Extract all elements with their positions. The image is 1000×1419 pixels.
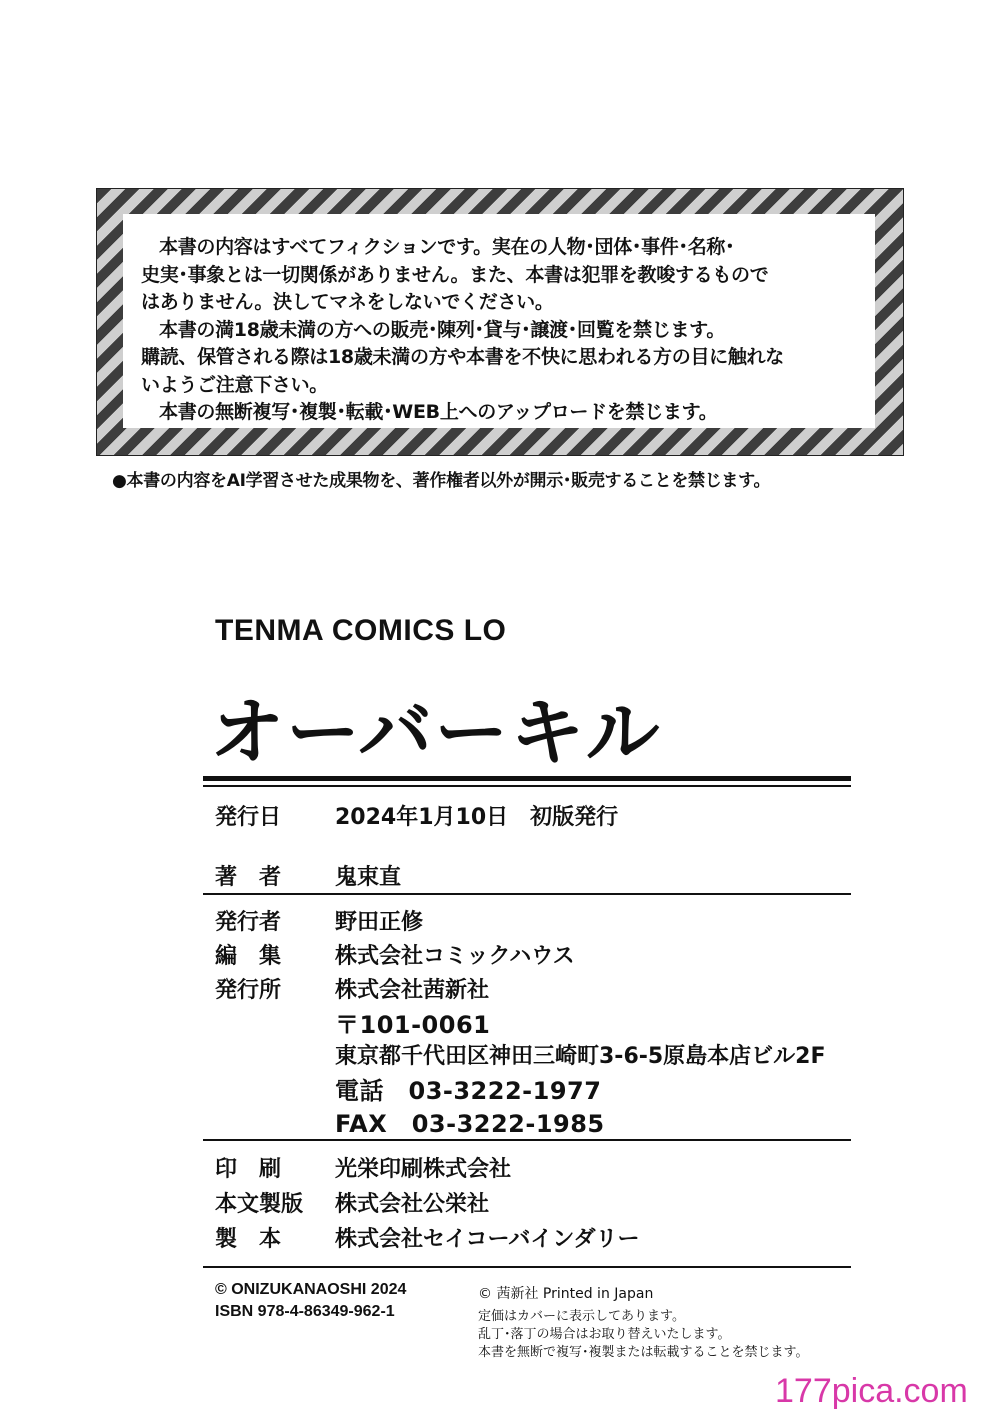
typeset-value: 株式会社公栄社 — [335, 1192, 490, 1217]
editor-value: 株式会社コミックハウス — [335, 944, 575, 969]
warning-line: 史実･事象とは一切関係がありません。また、本書は犯罪を教唆するもので — [141, 263, 769, 286]
publish-date-label: 発行日 — [215, 805, 282, 830]
divider — [203, 893, 851, 895]
author-label: 著 者 — [215, 865, 282, 890]
warning-line: はありません。決してマネをしないでください。 — [141, 291, 554, 313]
copyright: © ONIZUKANAOSHI 2024 — [215, 1281, 407, 1298]
title-rule-thin — [203, 785, 851, 787]
watermark: 177pica.com — [775, 1372, 968, 1410]
warning-line: いようご注意下さい。 — [141, 373, 329, 396]
warning-line: 本書の満18歳未満の方への販売･陳列･貸与･譲渡･回覧を禁じます。 — [159, 318, 726, 341]
divider — [203, 1139, 851, 1141]
isbn: ISBN 978-4-86349-962-1 — [215, 1303, 395, 1320]
print-label: 印 刷 — [215, 1157, 282, 1182]
title-rule — [203, 776, 851, 781]
address: 東京都千代田区神田三崎町3-6-5原島本店ビル2F — [335, 1044, 826, 1069]
series-name: TENMA COMICS LO — [215, 614, 507, 647]
office-label: 発行所 — [215, 978, 282, 1003]
binding-value: 株式会社セイコーバインダリー — [335, 1227, 640, 1252]
publisher-label: 発行者 — [215, 910, 282, 935]
publisher-mark: © 茜新社 Printed in Japan — [478, 1286, 654, 1302]
warning-line: 購読、保管される際は18歳未満の方や本書を不快に思われる方の目に触れな — [141, 346, 784, 368]
postal-code: 〒101-0061 — [335, 1011, 491, 1039]
typeset-label: 本文製版 — [215, 1192, 304, 1217]
binding-label: 製 本 — [215, 1227, 282, 1252]
warning-box — [96, 188, 904, 456]
warning-line: 本書の内容はすべてフィクションです。実在の人物･団体･事件･名称･ — [159, 236, 735, 258]
divider — [203, 1266, 851, 1268]
warning-line: 本書の無断複写･複製･転載･WEB上へのアップロードを禁じます。 — [159, 401, 718, 423]
publish-date-value: 2024年1月10日 初版発行 — [335, 805, 619, 830]
book-title: オーバーキル — [210, 690, 662, 776]
publisher-value: 野田正修 — [335, 910, 424, 935]
ai-notice: ●本書の内容をAI学習させた成果物を、著作権者以外が開示･販売することを禁じます。 — [112, 471, 771, 491]
office-value: 株式会社茜新社 — [335, 978, 490, 1003]
footer-note: 本書を無断で複写･複製または転載することを禁じます。 — [478, 1345, 809, 1360]
telephone: 電話 03-3222-1977 — [335, 1077, 602, 1105]
footer-note: 定価はカバーに表示してあります。 — [478, 1309, 685, 1324]
print-value: 光栄印刷株式会社 — [335, 1157, 512, 1182]
fax: FAX 03-3222-1985 — [335, 1110, 605, 1138]
footer-note: 乱丁･落丁の場合はお取り替えいたします。 — [478, 1327, 731, 1342]
editor-label: 編 集 — [215, 944, 282, 969]
author-value: 鬼束直 — [335, 865, 402, 890]
warning-text-panel — [123, 214, 875, 428]
